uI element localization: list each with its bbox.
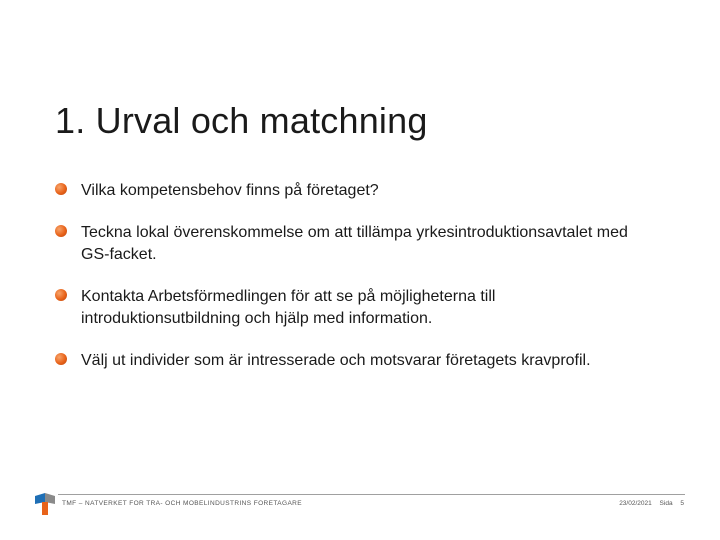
footer-divider [58, 494, 685, 495]
orange-ball-icon [55, 183, 67, 195]
footer-meta [619, 500, 684, 507]
bullet-item [55, 350, 655, 372]
bullet-item [55, 286, 655, 330]
bullet-item [55, 222, 655, 266]
bullet-list [55, 180, 655, 372]
footer-organization: TMF – NATVERKET FOR TRA- OCH MOBELINDUSTRINS FORETAGARE [62, 500, 303, 507]
footer-page-number: 5 [680, 500, 684, 507]
bullet-text: Teckna lokal överenskommelse om att tillämpa yrkesintroduktionsavtalet med GS-facket. [81, 224, 628, 263]
orange-ball-icon [55, 225, 67, 237]
slide-title: 1. Urval och matchning [55, 100, 428, 141]
bullet-text: Vilka kompetensbehov finns på företaget? [81, 182, 379, 199]
bullet-text: Välj ut individer som är intresserade och motsvarar företagets kravprofil. [81, 352, 591, 369]
orange-ball-icon [55, 289, 67, 301]
bullet-text: Kontakta Arbetsförmedlingen för att se på möjligheterna till introduktionsutbildning och hjälp med information. [81, 288, 496, 327]
tmf-logo-icon [33, 492, 57, 516]
footer-date: 23/02/2021 [619, 500, 652, 507]
bullet-item [55, 180, 655, 202]
orange-ball-icon [55, 353, 67, 365]
footer-page-label: Sida [659, 500, 673, 507]
